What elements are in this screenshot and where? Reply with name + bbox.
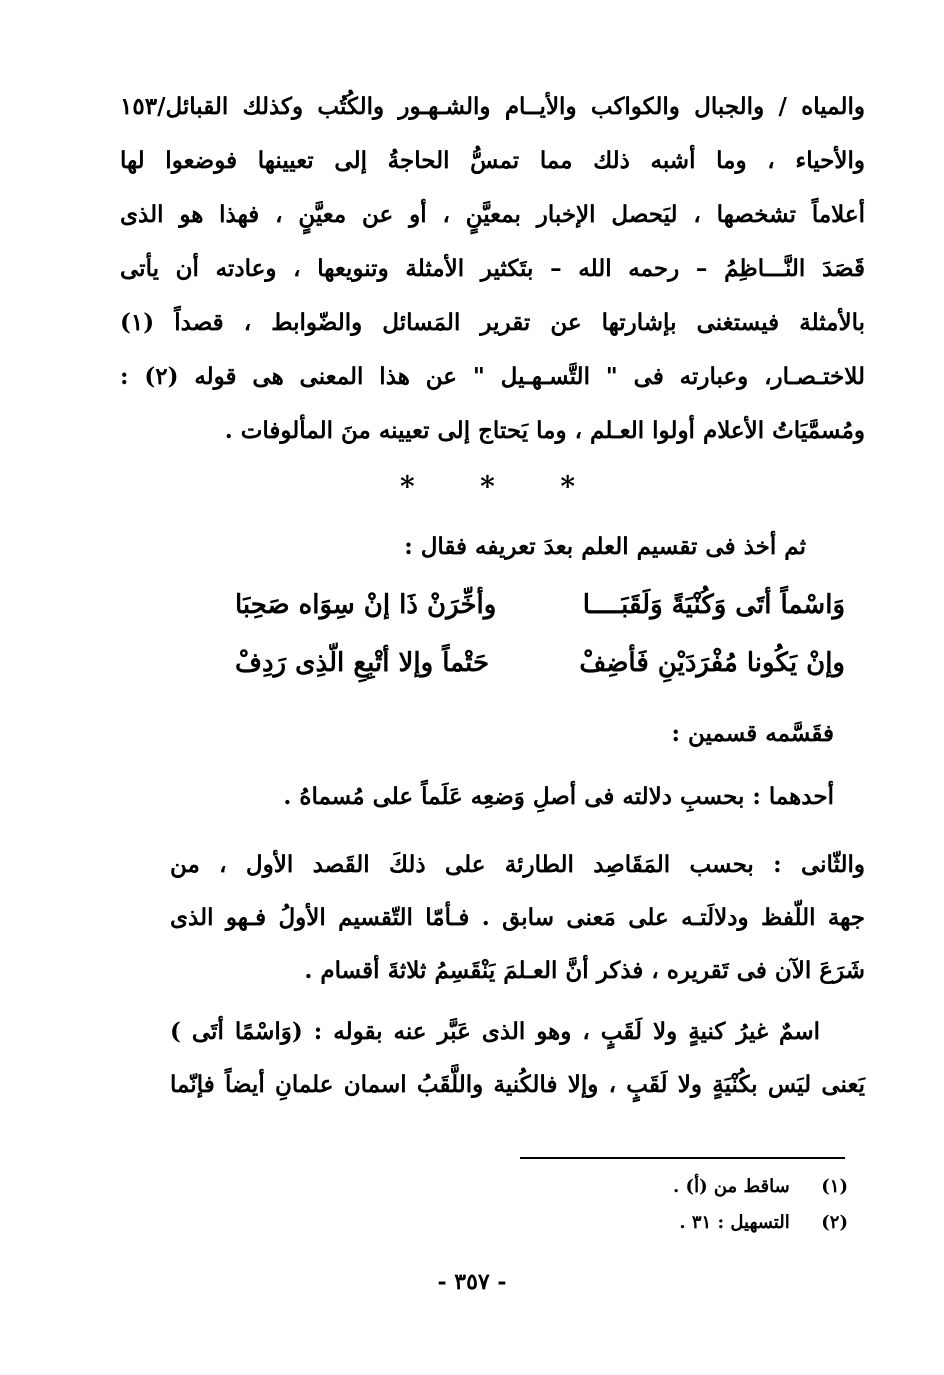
first-part-line: أحدهما : بحسبِ دلالته فى أصلِ وَضعِه عَلَماً على مُسماهُ .	[283, 783, 834, 810]
verse-intro: ثم أخذ فى تقسيم العلم بعدَ تعريفه فقال :	[404, 533, 806, 560]
verse-line-2	[235, 638, 845, 688]
text-line: أعلاماً تشخصها ، ليَحصل الإخبار بمعيَّنٍ ، أو عن معيَّنٍ ، فهذا هو الذى	[120, 201, 865, 228]
page-number: - ٣٥٧ -	[437, 1269, 507, 1295]
footnote-text: ساقط من (أ) .	[673, 1176, 790, 1197]
verse-line-1	[235, 580, 845, 630]
division-line: فقَسَّمه قسمين :	[671, 720, 834, 747]
verse-first-hemistich: وإنْ يَكُونا مُفْرَدَيْنِ فَأضِفْ	[579, 648, 845, 678]
separator-star: *	[560, 470, 575, 503]
text-line: والمياه / والجبال والكواكب والأيــام والشـهـور والكُتُب وكذلك القبائل/١٥٣	[120, 93, 865, 120]
paragraph-2	[170, 838, 865, 997]
text-line: للاختـصـار، وعبارته فى " التَّسـهـيل " عن هذا المعنى هى قوله (٢) :	[120, 363, 865, 390]
text-line: قَصَدَ النَّـــاظِمُ – رحمه الله – بتَكثير الأمثلة وتنويعها ، وعادته أن يأتى	[120, 255, 865, 282]
verse-second-hemistich: وأخِّرَنْ ذَا إنْ سِوَاه صَحِبَا	[235, 590, 497, 620]
footnote-number: (١)	[821, 1176, 848, 1197]
text-line: اسمٌ غيرُ كنيةٍ ولا لَقَبٍ ، وهو الذى عَبَّر عنه بقوله : (وَاسْمًا أتَى )	[170, 1018, 820, 1045]
separator-star: *	[480, 470, 495, 503]
verse-first-hemistich: وَاسْماً أتَى وَكُنْيَةً وَلَقَبَــــا	[582, 590, 845, 620]
text-line: ومُسمَّيَاتُ الأعلام أولوا العـلم ، وما يَحتاج إلى تعيينه منَ المألوفات .	[224, 417, 865, 444]
footnote-number: (٢)	[821, 1212, 848, 1233]
verse-second-hemistich: حَتْماً وإلا أتْبِعِ الّذِى رَدِفْ	[235, 648, 490, 678]
paragraph-1	[120, 80, 865, 458]
footnote-text: التسهيل : ٣١ .	[679, 1212, 790, 1233]
text-line: شَرَعَ الآن فى تَقريره ، فذكر أنَّ العـلمَ يَنْقَسِمُ ثلاثةَ أقسام .	[304, 957, 865, 984]
section-separator	[400, 470, 575, 503]
text-line: والأحياء ، وما أشبه ذلك مما تمسُّ الحاجةُ إلى تعيينها فوضعوا لها	[120, 147, 865, 174]
footnote-divider	[520, 1157, 845, 1159]
paragraph-3	[170, 1005, 865, 1111]
footnote-2	[679, 1208, 848, 1238]
text-line: بالأمثلة فيستغنى بإشارتها عن تقرير المَسائل والضّوابط ، قصداً (١)	[120, 309, 865, 336]
text-line: والثّانى : بحسب المَقَاصِد الطارئة على ذلكَ القَصد الأول ، من	[170, 851, 865, 878]
separator-star: *	[400, 470, 415, 503]
text-line: يَعنى ليَس بكُنْيَةٍ ولا لَقَبٍ ، وإلا فالكُنية واللَّقَبُ اسمان علمانِ أيضاً فإنّما	[170, 1071, 865, 1098]
text-line: جهة اللّفظ ودلالَتـه على مَعنى سابق . فـأمّا التّقسيم الأولُ فـهو الذى	[170, 904, 865, 931]
footnote-1	[673, 1172, 848, 1202]
